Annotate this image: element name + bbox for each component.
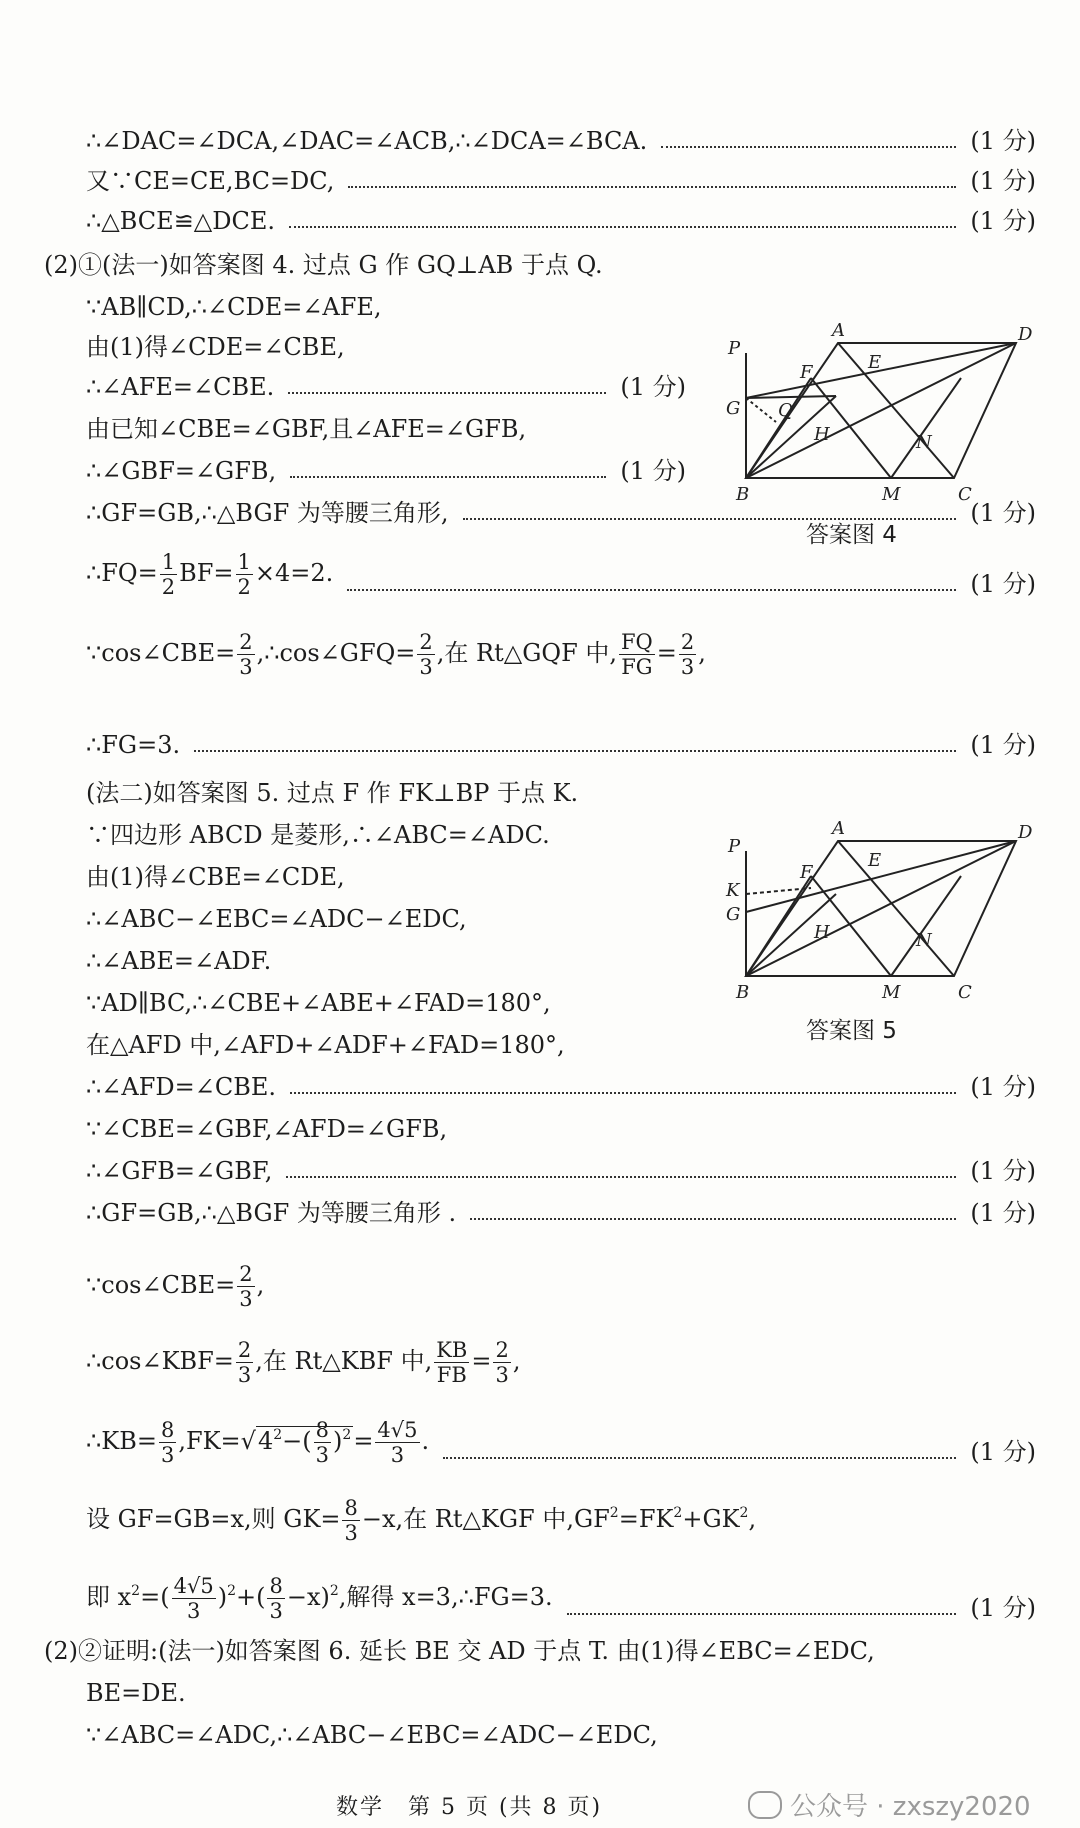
solution-line: [86, 1030, 565, 1060]
score-mark: (1 分): [970, 731, 1036, 759]
solution-line: [86, 1072, 1036, 1102]
score-mark: (1 分): [970, 1594, 1036, 1622]
solution-line: [86, 1114, 447, 1144]
fraction: $\frac{1}{2}$: [161, 550, 176, 599]
point-label: Q: [778, 400, 793, 421]
solution-line: [86, 1678, 186, 1708]
fraction: $\frac{1}{2}$: [237, 550, 251, 599]
line-text: ∵cos∠CBE= $\frac{2}{3}$ ,∴cos∠GFQ= $\frac{2}{3}$ ,在 Rt△GQF 中, $\frac{FQ}{FG}$ = $\frac{2}{3}$ ,: [86, 630, 706, 679]
solution-line: [86, 206, 1036, 236]
point-label: E: [868, 850, 882, 871]
line-text: ∴cos∠KBF= $\frac{2}{3}$ ,在 Rt△KBF 中, $\frac{KB}{FB}$ = $\frac{2}{3}$ ,: [86, 1338, 521, 1387]
point-label: M: [882, 484, 901, 505]
watermark-text: 公众号 · zxszy2020: [790, 1792, 1031, 1822]
solution-line: [86, 414, 526, 444]
solution-line: [86, 292, 382, 322]
leader-dots: [286, 1175, 956, 1178]
solution-line: [86, 126, 1036, 156]
line-text: BE=DE.: [86, 1679, 186, 1707]
solution-line: [86, 946, 271, 976]
line-text: ∴∠DAC=∠DCA,∠DAC=∠ACB,∴∠DCA=∠BCA.: [86, 127, 648, 155]
answer-figure-5: [716, 816, 1046, 1006]
solution-line: [86, 988, 551, 1018]
leader-dots: [289, 225, 956, 228]
leader-dots: [290, 475, 606, 478]
point-label: A: [832, 818, 845, 839]
line-text: 又∵CE=CE,BC=DC,: [86, 167, 335, 195]
line-text: (法二)如答案图 5. 过点 F 作 FK⊥BP 于点 K.: [86, 779, 579, 807]
solution-line: [86, 630, 706, 679]
line-text: 即 $x^2=$( $\frac{4√5}{3}$ )$^2$+( $\frac{8}{3}$ −x)$^2$,解得 x=3,∴FG=3.: [86, 1574, 553, 1623]
point-label: C: [958, 484, 972, 505]
score-mark: (1 分): [620, 373, 686, 401]
solution-line: [86, 1496, 756, 1545]
leader-dots: [290, 1091, 956, 1094]
page-footer: 数学 第 5 页 (共 8 页): [336, 1795, 603, 1820]
point-label: H: [814, 424, 830, 445]
solution-line: [86, 904, 467, 934]
point-label: N: [916, 930, 932, 951]
solution-line: [86, 166, 1036, 196]
score-mark: (1 分): [970, 1438, 1036, 1466]
point-label: E: [868, 352, 882, 373]
figure-caption: 答案图 5: [806, 1018, 897, 1044]
line-text: ∵四边形 ABCD 是菱形,∴∠ABC=∠ADC.: [86, 821, 550, 849]
score-mark: (1 分): [970, 1073, 1036, 1101]
leader-dots: [567, 1612, 957, 1615]
solution-line: [86, 730, 1036, 760]
line-text: ∴∠GFB=∠GBF,: [86, 1157, 273, 1185]
line-text: ∴∠ABC−∠EBC=∠ADC−∠EDC,: [86, 905, 467, 933]
solution-line: [86, 862, 345, 892]
solution-line: [86, 372, 686, 402]
line-text: (2)②证明:(法一)如答案图 6. 延长 BE 交 AD 于点 T. 由(1)得∠EBC=∠EDC,: [44, 1637, 875, 1665]
solution-line: [86, 820, 550, 850]
score-mark: (1 分): [620, 457, 686, 485]
score-mark: (1 分): [970, 499, 1036, 527]
leader-dots: [470, 1217, 956, 1220]
point-label: N: [916, 432, 932, 453]
line-text: (2)①(法一)如答案图 4. 过点 G 作 GQ⊥AB 于点 Q.: [44, 251, 603, 279]
solution-line: [86, 550, 1036, 599]
line-text: 由(1)得∠CBE=∠CDE,: [86, 863, 345, 891]
leader-dots: [347, 588, 956, 591]
line-text: 由(1)得∠CDE=∠CBE,: [86, 333, 345, 361]
solution-line: [86, 778, 578, 808]
line-text: ∴△BCE≌△DCE.: [86, 207, 276, 235]
point-label: C: [958, 982, 972, 1003]
line-text: ∴∠AFD=∠CBE.: [86, 1073, 276, 1101]
line-text: ∵AD∥BC,∴∠CBE+∠ABE+∠FAD=180°,: [86, 989, 551, 1017]
score-mark: (1 分): [970, 127, 1036, 155]
point-label: P: [728, 836, 741, 857]
score-mark: (1 分): [970, 1199, 1036, 1227]
solution-line: [86, 1198, 1036, 1228]
solution-line: [86, 332, 345, 362]
point-label: D: [1018, 822, 1033, 843]
point-label: F: [800, 362, 813, 383]
point-label: G: [726, 398, 741, 419]
line-text: 在△AFD 中,∠AFD+∠ADF+∠FAD=180°,: [86, 1031, 565, 1059]
score-mark: (1 分): [970, 1157, 1036, 1185]
line-text: ∴∠AFE=∠CBE.: [86, 373, 275, 401]
point-label: P: [728, 338, 741, 359]
line-text: ∴GF=GB,∴△BGF 为等腰三角形 .: [86, 1199, 457, 1227]
wechat-icon: [748, 1791, 782, 1819]
score-mark: (1 分): [970, 207, 1036, 235]
score-mark: (1 分): [970, 167, 1036, 195]
point-label: D: [1018, 324, 1033, 345]
score-mark: (1 分): [970, 570, 1036, 598]
line-text: ∵∠CBE=∠GBF,∠AFD=∠GFB,: [86, 1115, 448, 1143]
leader-dots: [661, 145, 956, 148]
point-label: A: [832, 320, 845, 341]
point-label: G: [726, 904, 741, 925]
leader-dots: [443, 1456, 956, 1459]
watermark: [748, 1786, 1031, 1823]
line-text: ∴FQ= $\frac{1}{2}$ BF= $\frac{1}{2}$ ×4=2.: [86, 550, 334, 599]
point-label: B: [736, 982, 750, 1003]
line-text: ∴KB= $\frac{8}{3}$ $,FK=√4^2-$( $\frac{8}{3}$ )$^2$= $\frac{4√5}{3}$ .: [86, 1418, 430, 1467]
line-text: ∵cos∠CBE= $\frac{2}{3}$ ,: [86, 1262, 265, 1311]
point-label: B: [736, 484, 750, 505]
line-text: ∵AB∥CD,∴∠CDE=∠AFE,: [86, 293, 382, 321]
leader-dots: [194, 749, 956, 752]
point-label: M: [882, 982, 901, 1003]
leader-dots: [348, 185, 956, 188]
point-label: F: [800, 862, 813, 883]
line-text: 设 GF=GB=x,则 GK= $\frac{8}{3}$ −x,在 Rt△KGF 中$,GF^2=FK^2+GK^2$,: [86, 1496, 757, 1545]
solution-line: [86, 456, 686, 486]
line-text: ∵∠ABC=∠ADC,∴∠ABC−∠EBC=∠ADC−∠EDC,: [86, 1721, 658, 1749]
point-label: H: [814, 922, 830, 943]
line-text: ∴GF=GB,∴△BGF 为等腰三角形,: [86, 499, 449, 527]
answer-figure-4: [716, 318, 1046, 508]
solution-line: [86, 1574, 1036, 1623]
line-text: ∴FG=3.: [86, 731, 181, 759]
solution-line: [44, 1636, 875, 1666]
leader-dots: [288, 391, 606, 394]
figure-caption: 答案图 4: [806, 522, 897, 548]
solution-line: [86, 1156, 1036, 1186]
line-text: ∴∠GBF=∠GFB,: [86, 457, 277, 485]
solution-line: [86, 1262, 264, 1311]
line-text: 由已知∠CBE=∠GBF,且∠AFE=∠GFB,: [86, 415, 527, 443]
solution-line: [86, 1418, 1036, 1467]
solution-line: [44, 250, 603, 280]
point-label: K: [726, 880, 740, 901]
line-text: ∴∠ABE=∠ADF.: [86, 947, 272, 975]
solution-line: [86, 1338, 520, 1387]
solution-line: [86, 1720, 658, 1750]
